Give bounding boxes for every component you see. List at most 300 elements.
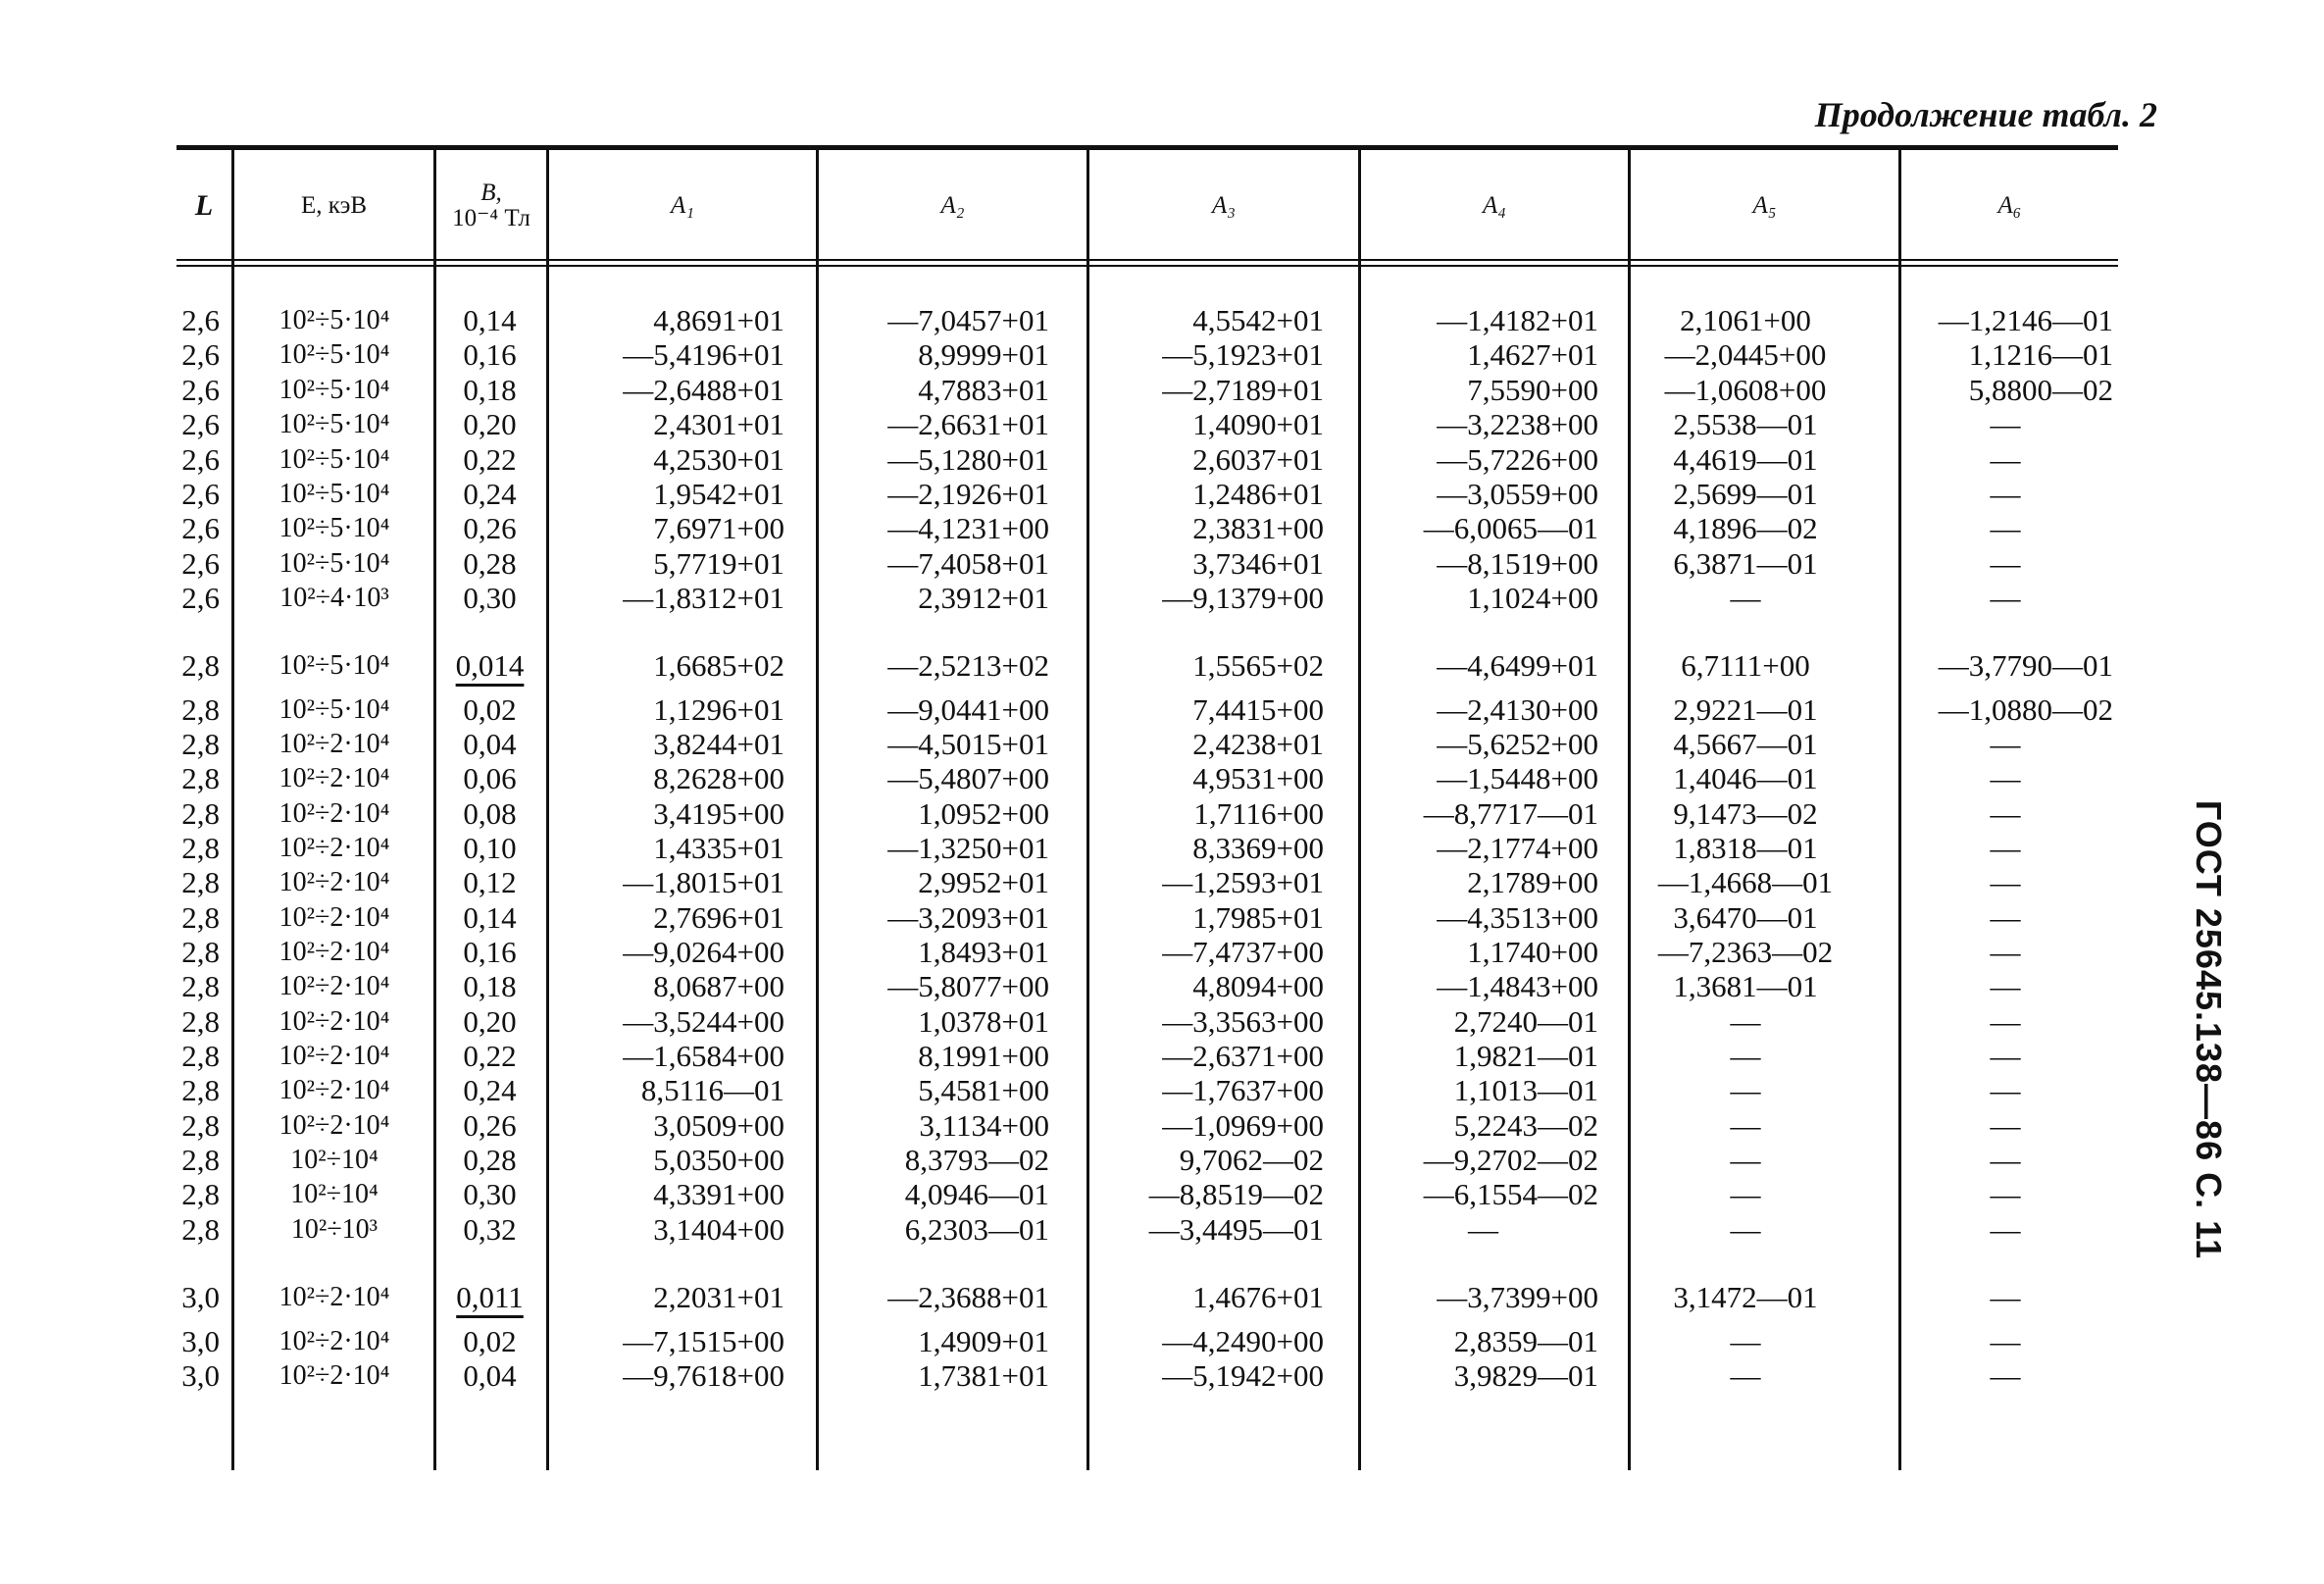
cell-a2: —4,5015+01 bbox=[887, 727, 1049, 761]
cell-l: 2,6 bbox=[181, 407, 220, 441]
cell-l: 2,8 bbox=[181, 1143, 220, 1177]
cell-a3: 1,4676+01 bbox=[1192, 1280, 1324, 1314]
cell-l: 2,6 bbox=[181, 477, 220, 511]
cell-a6: — bbox=[1990, 477, 2021, 511]
cell-a6: —1,2146—01 bbox=[1938, 303, 2113, 337]
cell-e: 10²÷5·10⁴ bbox=[278, 305, 390, 335]
table-row bbox=[0, 373, 2324, 407]
cell-a2: 6,2303—01 bbox=[904, 1212, 1049, 1247]
cell-a2: —7,4058+01 bbox=[887, 546, 1049, 581]
cell-a2: 8,1991+00 bbox=[918, 1039, 1049, 1073]
cell-a1: 8,0687+00 bbox=[653, 969, 784, 1003]
cell-b: 0,011 bbox=[456, 1280, 524, 1314]
cell-e: 10²÷5·10⁴ bbox=[278, 650, 390, 681]
cell-a4: —6,1554—02 bbox=[1423, 1177, 1598, 1211]
cell-a5: — bbox=[1730, 1073, 1761, 1107]
cell-a6: — bbox=[1990, 865, 2021, 899]
cell-a3: —2,7189+01 bbox=[1162, 373, 1324, 407]
cell-a5: 9,1473—02 bbox=[1673, 796, 1818, 831]
cell-b: 0,08 bbox=[463, 796, 517, 831]
cell-a1: 5,0350+00 bbox=[653, 1143, 784, 1177]
cell-a5: — bbox=[1730, 1358, 1761, 1393]
cell-a5: — bbox=[1730, 1143, 1761, 1177]
cell-a2: 1,0378+01 bbox=[918, 1004, 1049, 1039]
cell-b: 0,16 bbox=[463, 935, 517, 969]
cell-a6: — bbox=[1990, 1073, 2021, 1107]
cell-a2: —4,1231+00 bbox=[887, 511, 1049, 545]
table-row bbox=[0, 337, 2324, 372]
cell-a3: 4,8094+00 bbox=[1192, 969, 1324, 1003]
cell-a6: — bbox=[1990, 727, 2021, 761]
cell-a1: 4,8691+01 bbox=[653, 303, 784, 337]
cell-l: 2,8 bbox=[181, 648, 220, 683]
cell-b: 0,30 bbox=[463, 581, 517, 615]
cell-a3: 1,7985+01 bbox=[1192, 900, 1324, 935]
cell-a1: 1,6685+02 bbox=[653, 648, 784, 683]
cell-a3: 8,3369+00 bbox=[1192, 831, 1324, 865]
table-row bbox=[0, 969, 2324, 1003]
cell-a1: —1,8015+01 bbox=[623, 865, 784, 899]
cell-e: 10²÷2·10⁴ bbox=[278, 1006, 390, 1037]
cell-b: 0,26 bbox=[463, 1108, 517, 1143]
cell-l: 2,8 bbox=[181, 727, 220, 761]
cell-a2: 3,1134+00 bbox=[919, 1108, 1049, 1143]
cell-l: 2,6 bbox=[181, 303, 220, 337]
cell-a2: 1,0952+00 bbox=[918, 796, 1049, 831]
cell-a3: —7,4737+00 bbox=[1162, 935, 1324, 969]
cell-a1: —9,7618+00 bbox=[623, 1358, 784, 1393]
header-B bbox=[436, 152, 546, 260]
table-row bbox=[0, 935, 2324, 969]
cell-e: 10²÷5·10⁴ bbox=[278, 548, 390, 579]
cell-a4: 1,1013—01 bbox=[1453, 1073, 1598, 1107]
cell-a2: —9,0441+00 bbox=[887, 692, 1049, 727]
cell-a3: —5,1923+01 bbox=[1162, 337, 1324, 372]
header-A4: A₄ bbox=[1483, 192, 1506, 219]
table-row bbox=[0, 1073, 2324, 1107]
cell-a4: —8,1519+00 bbox=[1437, 546, 1598, 581]
header-L: L bbox=[194, 189, 214, 222]
cell-b: 0,02 bbox=[463, 1324, 517, 1358]
cell-l: 2,6 bbox=[181, 581, 220, 615]
cell-a6: — bbox=[1990, 969, 2021, 1003]
cell-a2: —5,8077+00 bbox=[887, 969, 1049, 1003]
cell-a3: 3,7346+01 bbox=[1192, 546, 1324, 581]
cell-a3: —3,4495—01 bbox=[1148, 1212, 1324, 1247]
cell-l: 3,0 bbox=[181, 1280, 220, 1314]
cell-b: 0,02 bbox=[463, 692, 517, 727]
cell-a5: —1,4668—01 bbox=[1657, 865, 1834, 899]
cell-a5: —7,2363—02 bbox=[1657, 935, 1834, 969]
cell-e: 10²÷2·10⁴ bbox=[278, 1360, 390, 1391]
cell-l: 2,8 bbox=[181, 1039, 220, 1073]
cell-a6: — bbox=[1990, 511, 2021, 545]
cell-b: 0,14 bbox=[463, 303, 517, 337]
cell-b: 0,32 bbox=[463, 1212, 517, 1247]
cell-a4: —4,3513+00 bbox=[1437, 900, 1598, 935]
cell-a4: 2,1789+00 bbox=[1467, 865, 1598, 899]
table-row bbox=[0, 442, 2324, 477]
table-continuation-caption: Продолжение табл. 2 bbox=[1814, 95, 2157, 134]
cell-b: 0,30 bbox=[463, 1177, 517, 1211]
cell-a1: 4,2530+01 bbox=[653, 442, 784, 477]
cell-e: 10²÷10⁴ bbox=[290, 1145, 379, 1175]
cell-a3: 4,9531+00 bbox=[1192, 761, 1324, 795]
cell-a3: —9,1379+00 bbox=[1162, 581, 1324, 615]
cell-a4: —6,0065—01 bbox=[1423, 511, 1598, 545]
cell-a4: 2,8359—01 bbox=[1453, 1324, 1598, 1358]
cell-a1: 1,9542+01 bbox=[653, 477, 784, 511]
cell-a2: 8,3793—02 bbox=[904, 1143, 1049, 1177]
cell-a3: —1,0969+00 bbox=[1162, 1108, 1324, 1143]
cell-a3: —1,2593+01 bbox=[1162, 865, 1324, 899]
cell-l: 2,8 bbox=[181, 969, 220, 1003]
cell-e: 10²÷2·10⁴ bbox=[278, 902, 390, 933]
cell-a4: —1,4843+00 bbox=[1437, 969, 1598, 1003]
cell-a6: — bbox=[1990, 1177, 2021, 1211]
cell-a1: 4,3391+00 bbox=[653, 1177, 784, 1211]
cell-a3: —8,8519—02 bbox=[1148, 1177, 1324, 1211]
cell-a6: — bbox=[1990, 1039, 2021, 1073]
cell-a2: 4,7883+01 bbox=[918, 373, 1049, 407]
cell-a4: 1,9821—01 bbox=[1453, 1039, 1598, 1073]
cell-a1: 3,4195+00 bbox=[653, 796, 784, 831]
cell-a5: 2,5538—01 bbox=[1673, 407, 1818, 441]
cell-l: 2,8 bbox=[181, 865, 220, 899]
cell-a3: 1,5565+02 bbox=[1192, 648, 1324, 683]
table-row bbox=[0, 1358, 2324, 1393]
cell-a1: 3,1404+00 bbox=[653, 1212, 784, 1247]
cell-a2: 1,7381+01 bbox=[918, 1358, 1049, 1393]
cell-a5: — bbox=[1730, 1212, 1761, 1247]
cell-a6: — bbox=[1990, 796, 2021, 831]
cell-b: 0,04 bbox=[463, 727, 517, 761]
cell-b: 0,22 bbox=[463, 442, 517, 477]
cell-e: 10²÷2·10⁴ bbox=[278, 798, 390, 829]
table-row bbox=[0, 477, 2324, 511]
cell-a2: —5,1280+01 bbox=[887, 442, 1049, 477]
cell-a4: 1,4627+01 bbox=[1467, 337, 1598, 372]
table-row bbox=[0, 761, 2324, 795]
cell-a1: 1,4335+01 bbox=[653, 831, 784, 865]
cell-a5: — bbox=[1730, 1004, 1761, 1039]
table-row bbox=[0, 796, 2324, 831]
cell-a4: —1,4182+01 bbox=[1437, 303, 1598, 337]
cell-a4: 2,7240—01 bbox=[1453, 1004, 1598, 1039]
cell-e: 10²÷5·10⁴ bbox=[278, 409, 390, 439]
cell-a3: —3,3563+00 bbox=[1162, 1004, 1324, 1039]
cell-e: 10²÷5·10⁴ bbox=[278, 375, 390, 405]
cell-a3: —5,1942+00 bbox=[1162, 1358, 1324, 1393]
cell-a6: — bbox=[1990, 442, 2021, 477]
cell-l: 2,6 bbox=[181, 373, 220, 407]
table-row bbox=[0, 900, 2324, 935]
cell-l: 2,6 bbox=[181, 546, 220, 581]
cell-l: 3,0 bbox=[181, 1324, 220, 1358]
cell-a1: 8,2628+00 bbox=[653, 761, 784, 795]
cell-b: 0,06 bbox=[463, 761, 517, 795]
header-A2: A₂ bbox=[940, 192, 965, 219]
cell-b: 0,18 bbox=[463, 969, 517, 1003]
cell-a5: — bbox=[1730, 1177, 1761, 1211]
table-row bbox=[0, 1324, 2324, 1358]
cell-a4: —1,5448+00 bbox=[1437, 761, 1598, 795]
cell-a5: 3,6470—01 bbox=[1673, 900, 1818, 935]
cell-a6: 1,1216—01 bbox=[1968, 337, 2113, 372]
header-bottom-rule-2 bbox=[177, 265, 2118, 267]
cell-a5: 1,8318—01 bbox=[1673, 831, 1818, 865]
cell-e: 10²÷2·10⁴ bbox=[278, 833, 390, 863]
cell-a2: —5,4807+00 bbox=[887, 761, 1049, 795]
cell-a6: — bbox=[1990, 546, 2021, 581]
cell-b: 0,18 bbox=[463, 373, 517, 407]
cell-e: 10²÷10⁴ bbox=[290, 1179, 379, 1209]
cell-a6: 5,8800—02 bbox=[1968, 373, 2113, 407]
cell-a3: 2,6037+01 bbox=[1192, 442, 1324, 477]
cell-a1: —7,1515+00 bbox=[623, 1324, 784, 1358]
cell-e: 10²÷2·10⁴ bbox=[278, 867, 390, 897]
cell-e: 10²÷2·10⁴ bbox=[278, 971, 390, 1001]
cell-a5: —2,0445+00 bbox=[1664, 337, 1827, 372]
header-A5: A₅ bbox=[1752, 192, 1777, 219]
cell-e: 10²÷5·10⁴ bbox=[278, 694, 390, 725]
cell-e: 10²÷2·10⁴ bbox=[278, 937, 390, 967]
cell-a5: 1,3681—01 bbox=[1673, 969, 1818, 1003]
cell-a6: — bbox=[1990, 407, 2021, 441]
cell-l: 3,0 bbox=[181, 1358, 220, 1393]
cell-l: 2,8 bbox=[181, 796, 220, 831]
cell-a2: 2,3912+01 bbox=[918, 581, 1049, 615]
cell-l: 2,8 bbox=[181, 761, 220, 795]
cell-a2: 2,9952+01 bbox=[918, 865, 1049, 899]
cell-b: 0,10 bbox=[463, 831, 517, 865]
cell-a5: — bbox=[1730, 1324, 1761, 1358]
cell-a6: — bbox=[1990, 761, 2021, 795]
cell-a1: 7,6971+00 bbox=[653, 511, 784, 545]
cell-b: 0,28 bbox=[463, 546, 517, 581]
cell-a6: —1,0880—02 bbox=[1938, 692, 2113, 727]
cell-a4: —2,4130+00 bbox=[1437, 692, 1598, 727]
cell-a6: — bbox=[1990, 1280, 2021, 1314]
document-standard-number: ГОСТ 25645.138—86 С. 11 bbox=[2189, 799, 2229, 1260]
cell-a5: 3,1472—01 bbox=[1673, 1280, 1818, 1314]
cell-a6: — bbox=[1990, 1324, 2021, 1358]
cell-a2: 5,4581+00 bbox=[918, 1073, 1049, 1107]
cell-e: 10²÷2·10⁴ bbox=[278, 1041, 390, 1071]
cell-a6: — bbox=[1990, 1108, 2021, 1143]
cell-a6: — bbox=[1990, 1143, 2021, 1177]
table-row bbox=[0, 1039, 2324, 1073]
table-row bbox=[0, 511, 2324, 545]
table-row bbox=[0, 727, 2324, 761]
cell-a5: 6,7111+00 bbox=[1681, 648, 1810, 683]
table-row bbox=[0, 1004, 2324, 1039]
cell-l: 2,8 bbox=[181, 1004, 220, 1039]
cell-a4: —4,6499+01 bbox=[1437, 648, 1598, 683]
table-row bbox=[0, 546, 2324, 581]
cell-e: 10²÷2·10⁴ bbox=[278, 1110, 390, 1141]
cell-a1: —1,6584+00 bbox=[623, 1039, 784, 1073]
cell-a4: —5,6252+00 bbox=[1437, 727, 1598, 761]
table-top-rule bbox=[177, 145, 2118, 150]
cell-a4: —3,0559+00 bbox=[1437, 477, 1598, 511]
cell-a2: —2,5213+02 bbox=[887, 648, 1049, 683]
header-A3: A₃ bbox=[1212, 192, 1236, 219]
cell-a1: —3,5244+00 bbox=[623, 1004, 784, 1039]
cell-e: 10²÷2·10⁴ bbox=[278, 729, 390, 759]
cell-e: 10²÷5·10⁴ bbox=[278, 444, 390, 475]
header-B-unit: 10⁻⁴ Тл bbox=[452, 205, 530, 231]
cell-a4: —9,2702—02 bbox=[1423, 1143, 1598, 1177]
cell-a5: — bbox=[1730, 1108, 1761, 1143]
cell-a5: 6,3871—01 bbox=[1673, 546, 1818, 581]
cell-a3: —1,7637+00 bbox=[1162, 1073, 1324, 1107]
cell-a6: — bbox=[1990, 1358, 2021, 1393]
cell-a4: 1,1740+00 bbox=[1467, 935, 1598, 969]
cell-a2: —2,1926+01 bbox=[887, 477, 1049, 511]
cell-e: 10²÷2·10⁴ bbox=[278, 1075, 390, 1105]
cell-a1: 2,4301+01 bbox=[653, 407, 784, 441]
cell-l: 2,8 bbox=[181, 1073, 220, 1107]
cell-a2: 1,8493+01 bbox=[918, 935, 1049, 969]
cell-a2: —7,0457+01 bbox=[887, 303, 1049, 337]
cell-e: 10²÷2·10⁴ bbox=[278, 763, 390, 793]
cell-a3: 4,5542+01 bbox=[1192, 303, 1324, 337]
cell-a6: — bbox=[1990, 900, 2021, 935]
table-row bbox=[0, 1280, 2324, 1314]
header-B-symbol: B, bbox=[480, 179, 502, 206]
table-row bbox=[0, 865, 2324, 899]
cell-a5: 4,4619—01 bbox=[1673, 442, 1818, 477]
header-A1: A₁ bbox=[671, 192, 694, 219]
cell-l: 2,8 bbox=[181, 1212, 220, 1247]
cell-a4: —5,7226+00 bbox=[1437, 442, 1598, 477]
cell-a5: 2,9221—01 bbox=[1673, 692, 1818, 727]
cell-a1: 2,2031+01 bbox=[653, 1280, 784, 1314]
cell-a3: 1,7116+00 bbox=[1193, 796, 1324, 831]
cell-e: 10²÷5·10⁴ bbox=[278, 479, 390, 509]
cell-e: 10²÷5·10⁴ bbox=[278, 513, 390, 543]
table-row bbox=[0, 1143, 2324, 1177]
cell-a6: — bbox=[1990, 581, 2021, 615]
cell-b: 0,14 bbox=[463, 900, 517, 935]
table-row bbox=[0, 648, 2324, 683]
cell-l: 2,8 bbox=[181, 831, 220, 865]
table-row bbox=[0, 831, 2324, 865]
cell-a4: —3,2238+00 bbox=[1437, 407, 1598, 441]
cell-a5: 2,5699—01 bbox=[1673, 477, 1818, 511]
cell-a4: 7,5590+00 bbox=[1467, 373, 1598, 407]
cell-a3: 1,2486+01 bbox=[1192, 477, 1324, 511]
cell-e: 10²÷10³ bbox=[290, 1214, 379, 1245]
cell-a1: 3,0509+00 bbox=[653, 1108, 784, 1143]
table-row bbox=[0, 303, 2324, 337]
cell-a6: — bbox=[1990, 1004, 2021, 1039]
cell-a5: 2,1061+00 bbox=[1680, 303, 1811, 337]
cell-a1: —2,6488+01 bbox=[623, 373, 784, 407]
cell-l: 2,8 bbox=[181, 692, 220, 727]
cell-a6: — bbox=[1990, 935, 2021, 969]
cell-a5: 4,1896—02 bbox=[1673, 511, 1818, 545]
cell-e: 10²÷2·10⁴ bbox=[278, 1282, 390, 1312]
cell-a1: 1,1296+01 bbox=[653, 692, 784, 727]
cell-e: 10²÷5·10⁴ bbox=[278, 339, 390, 370]
cell-b: 0,26 bbox=[463, 511, 517, 545]
cell-a1: 5,7719+01 bbox=[653, 546, 784, 581]
cell-a2: 8,9999+01 bbox=[918, 337, 1049, 372]
cell-l: 2,6 bbox=[181, 511, 220, 545]
cell-a6: —3,7790—01 bbox=[1938, 648, 2113, 683]
cell-b: 0,20 bbox=[463, 1004, 517, 1039]
cell-a3: —4,2490+00 bbox=[1162, 1324, 1324, 1358]
cell-a2: —2,3688+01 bbox=[887, 1280, 1049, 1314]
table-row bbox=[0, 1108, 2324, 1143]
cell-e: 10²÷4·10³ bbox=[279, 583, 389, 613]
cell-a5: 1,4046—01 bbox=[1673, 761, 1818, 795]
cell-a6: — bbox=[1990, 831, 2021, 865]
cell-a1: —9,0264+00 bbox=[623, 935, 784, 969]
cell-a4: —2,1774+00 bbox=[1437, 831, 1598, 865]
table-row bbox=[0, 1212, 2324, 1247]
cell-a3: 9,7062—02 bbox=[1179, 1143, 1324, 1177]
cell-b: 0,24 bbox=[463, 477, 517, 511]
cell-a3: 2,3831+00 bbox=[1192, 511, 1324, 545]
cell-a3: 7,4415+00 bbox=[1192, 692, 1324, 727]
cell-a4: 1,1024+00 bbox=[1467, 581, 1598, 615]
cell-a4: 5,2243—02 bbox=[1453, 1108, 1598, 1143]
cell-b: 0,28 bbox=[463, 1143, 517, 1177]
cell-a3: —2,6371+00 bbox=[1162, 1039, 1324, 1073]
cell-a2: 4,0946—01 bbox=[904, 1177, 1049, 1211]
cell-a6: — bbox=[1990, 1212, 2021, 1247]
cell-a5: — bbox=[1730, 581, 1761, 615]
header-E: E, кэВ bbox=[301, 192, 367, 219]
cell-b: 0,014 bbox=[455, 648, 525, 683]
cell-l: 2,8 bbox=[181, 1108, 220, 1143]
cell-b: 0,20 bbox=[463, 407, 517, 441]
cell-a1: 8,5116—01 bbox=[640, 1073, 784, 1107]
cell-a5: 4,5667—01 bbox=[1673, 727, 1818, 761]
cell-a1: —5,4196+01 bbox=[623, 337, 784, 372]
cell-a2: —1,3250+01 bbox=[887, 831, 1049, 865]
cell-a2: 1,4909+01 bbox=[918, 1324, 1049, 1358]
cell-e: 10²÷2·10⁴ bbox=[278, 1326, 390, 1356]
cell-a1: —1,8312+01 bbox=[623, 581, 784, 615]
cell-b: 0,12 bbox=[463, 865, 517, 899]
cell-a4: —3,7399+00 bbox=[1437, 1280, 1598, 1314]
cell-a2: —3,2093+01 bbox=[887, 900, 1049, 935]
cell-b: 0,22 bbox=[463, 1039, 517, 1073]
cell-l: 2,6 bbox=[181, 337, 220, 372]
cell-l: 2,6 bbox=[181, 442, 220, 477]
cell-b: 0,24 bbox=[463, 1073, 517, 1107]
cell-l: 2,8 bbox=[181, 900, 220, 935]
table-row bbox=[0, 1177, 2324, 1211]
table-row bbox=[0, 581, 2324, 615]
cell-b: 0,16 bbox=[463, 337, 517, 372]
table-row bbox=[0, 692, 2324, 727]
cell-a5: — bbox=[1730, 1039, 1761, 1073]
cell-a1: 3,8244+01 bbox=[653, 727, 784, 761]
cell-a4: 3,9829—01 bbox=[1453, 1358, 1598, 1393]
cell-a2: —2,6631+01 bbox=[887, 407, 1049, 441]
cell-a3: 2,4238+01 bbox=[1192, 727, 1324, 761]
cell-b: 0,04 bbox=[463, 1358, 517, 1393]
table-row bbox=[0, 407, 2324, 441]
cell-a5: —1,0608+00 bbox=[1664, 373, 1827, 407]
cell-a4: —8,7717—01 bbox=[1423, 796, 1598, 831]
cell-a3: 1,4090+01 bbox=[1192, 407, 1324, 441]
